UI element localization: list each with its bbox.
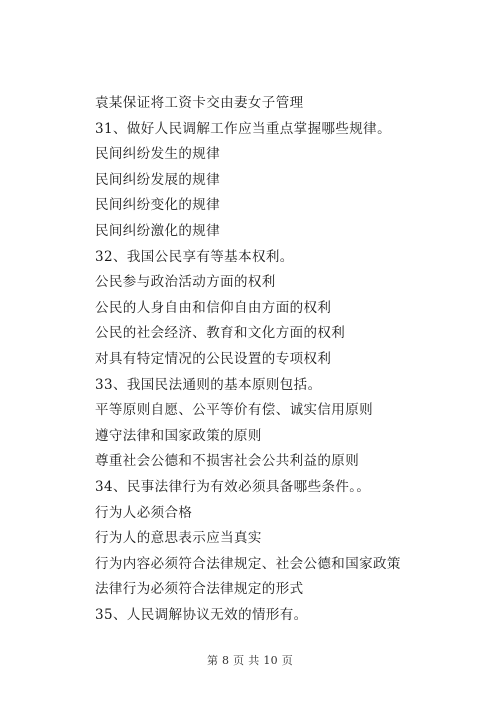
- question-33: 33、我国民法通则的基本原则包括。: [95, 376, 322, 393]
- question-32: 32、我国公民享有等基本权利。: [95, 248, 294, 265]
- text-line: 公民的社会经济、教育和文化方面的权利: [95, 325, 346, 342]
- text-line: 袁某保证将工资卡交由妻女子管理: [95, 95, 304, 111]
- text-line: 尊重社会公德和不损害社会公共利益的原则: [95, 453, 360, 470]
- question-35: 35、人民调解协议无效的情形有。: [95, 606, 308, 623]
- text-line: 行为人必须合格: [95, 504, 193, 521]
- text-line: 民间纠纷发生的规律: [95, 146, 221, 163]
- text-line: 民间纠纷发展的规律: [95, 171, 221, 188]
- text-line: 遵守法律和国家政策的原则: [95, 427, 262, 444]
- text-line: 公民的人身自由和信仰自由方面的权利: [95, 299, 332, 316]
- text-line: 民间纠纷激化的规律: [95, 222, 221, 239]
- text-line: 行为人的意思表示应当真实: [95, 530, 262, 547]
- text-line: 平等原则自愿、公平等价有偿、诚实信用原则: [95, 402, 373, 419]
- document-body: [95, 91, 485, 628]
- text-line: 公民参与政治活动方面的权利: [95, 274, 276, 291]
- text-line: 对具有特定情况的公民设置的专项权利: [95, 350, 332, 367]
- text-line: 民间纠纷变化的规律: [95, 197, 221, 214]
- text-line: 行为内容必须符合法律规定、社会公德和国家政策: [95, 555, 401, 572]
- question-34: 34、民事法律行为有效必须具备哪些条件。。: [95, 478, 371, 495]
- question-31: 31、做好人民调解工作应当重点掌握哪些规律。: [95, 120, 391, 137]
- text-line: 法律行为必须符合法律规定的形式: [95, 581, 304, 598]
- page-number-footer: 第 8 页 共 10 页: [206, 654, 294, 667]
